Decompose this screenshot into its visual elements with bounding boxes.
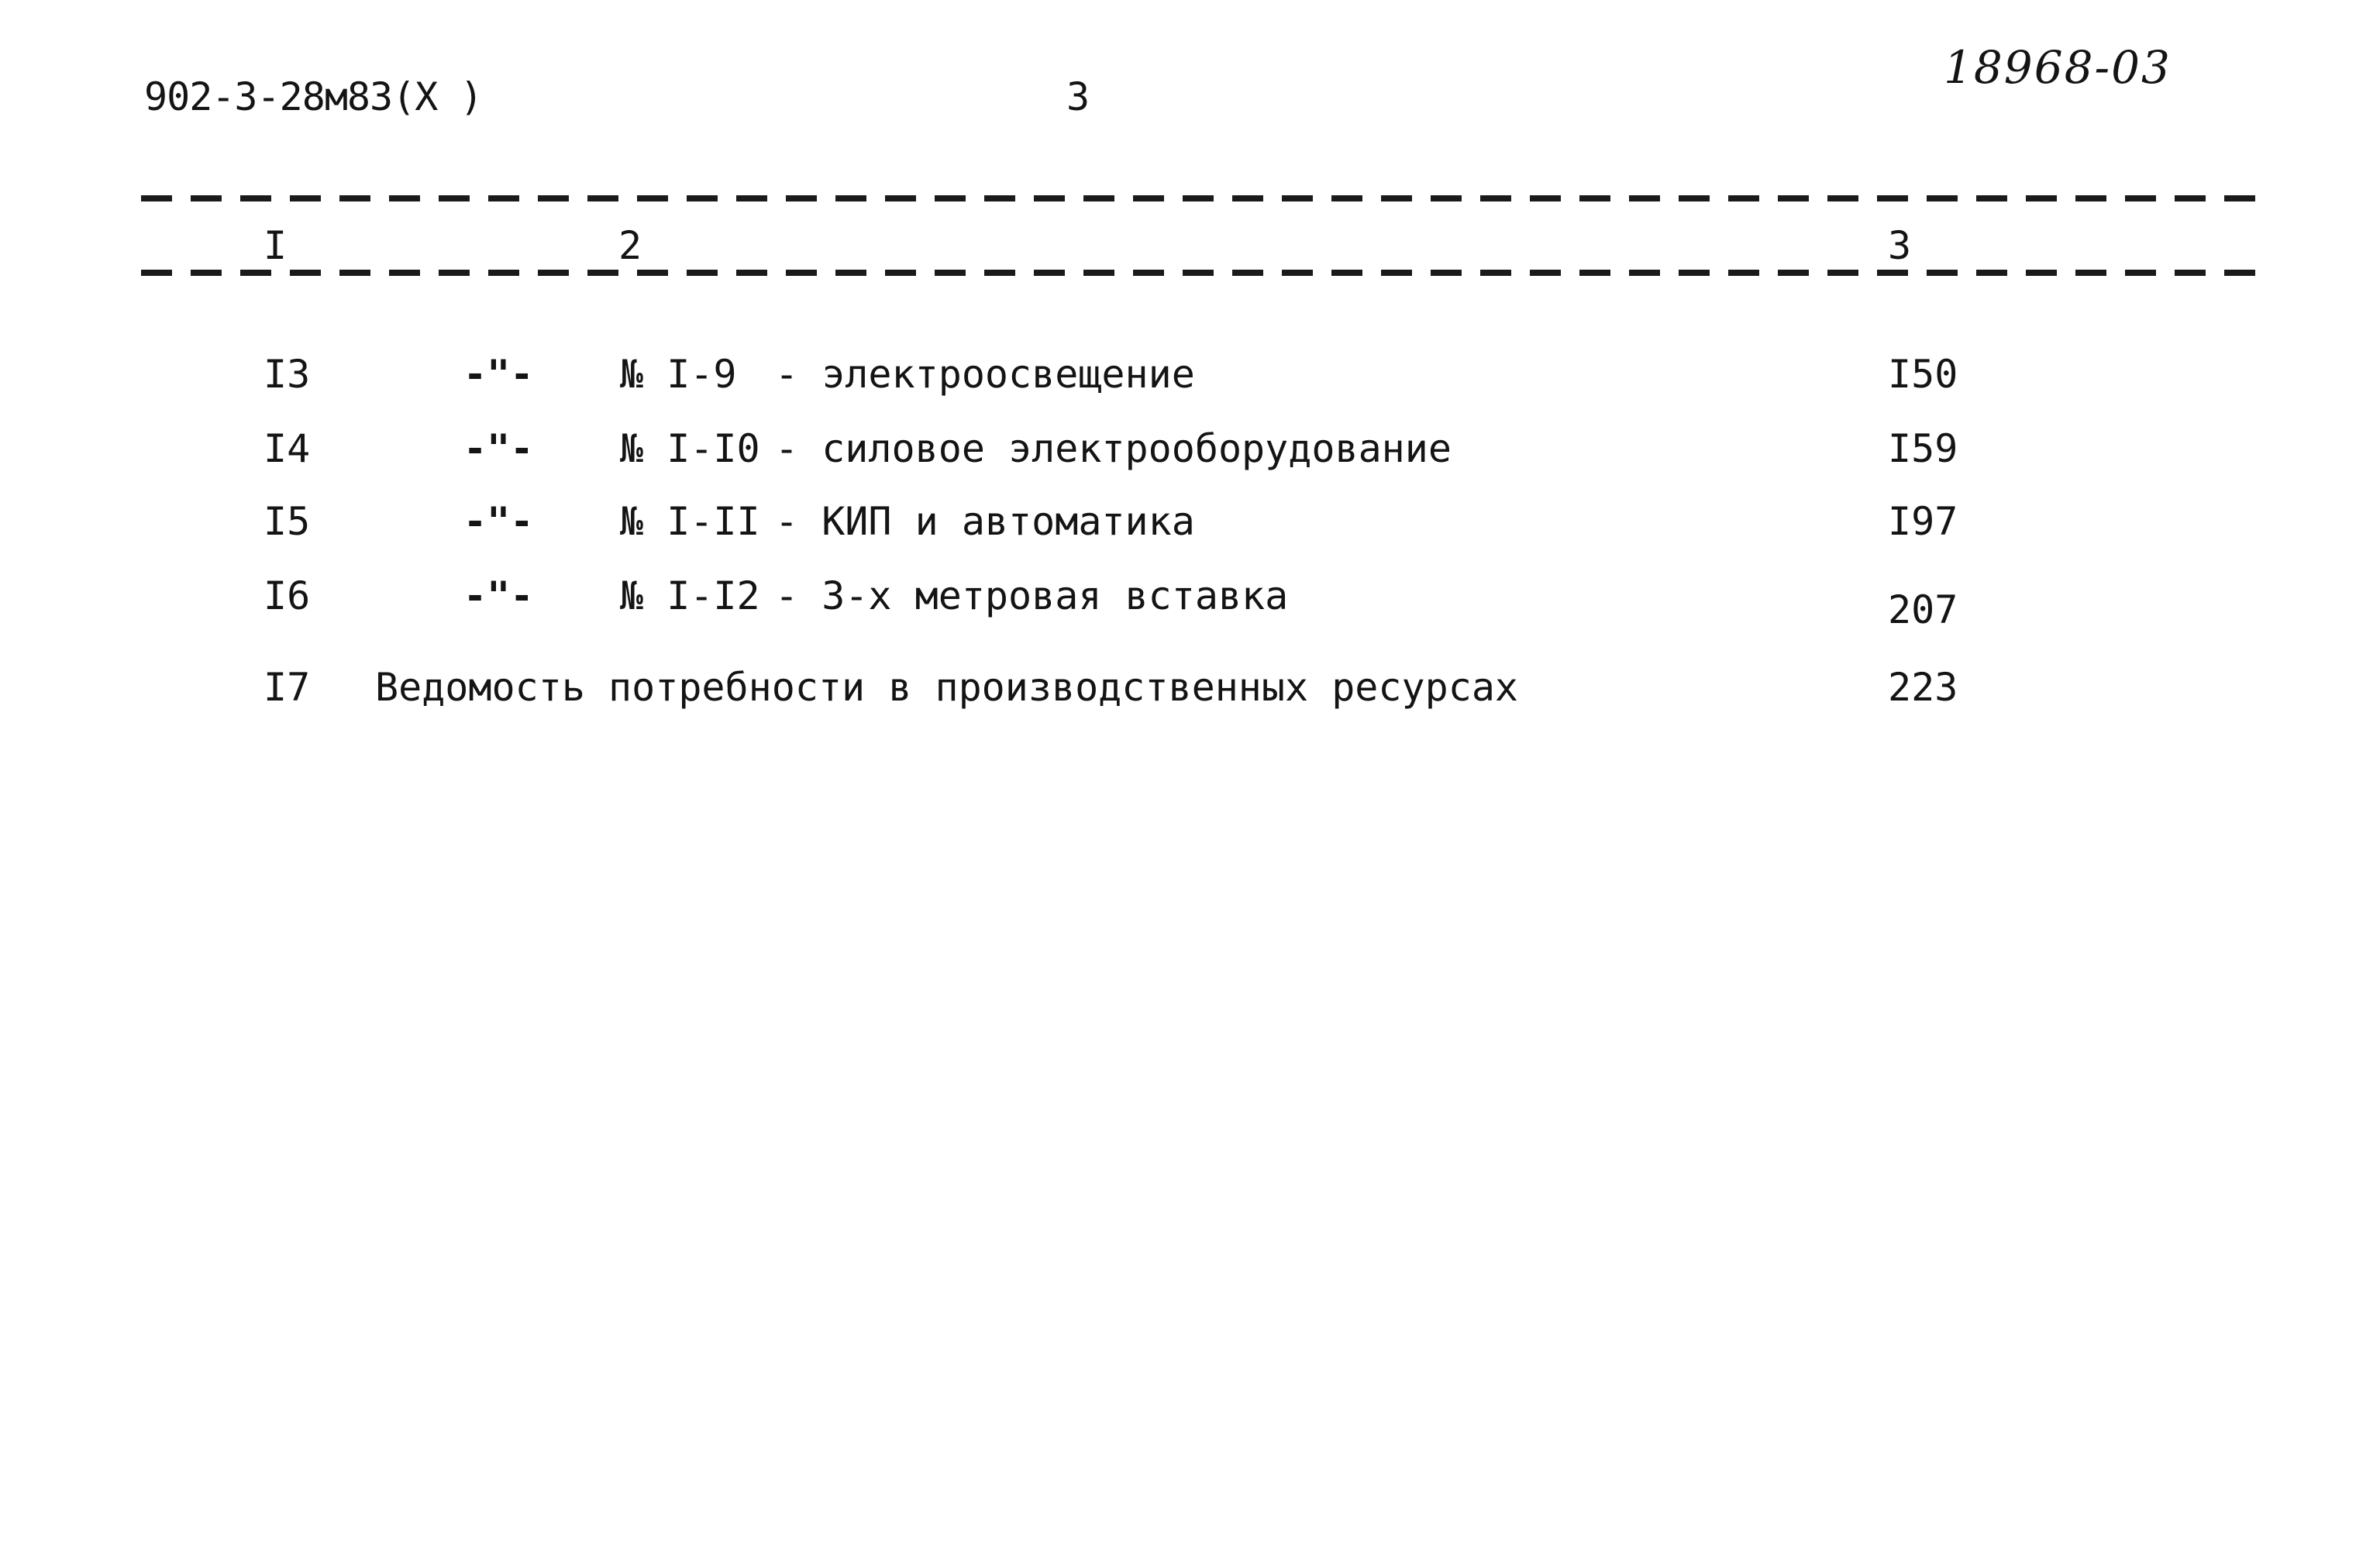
ditto-mark: -"- — [463, 573, 534, 618]
inventory-number: 18968-03 — [1944, 41, 2172, 94]
column-number-3: 3 — [1888, 223, 1912, 268]
table-row — [0, 569, 2380, 632]
row-page: 223 — [1888, 665, 1958, 710]
table-top-dashed-rule — [141, 195, 2274, 201]
sheet-number: № I-I0 — [620, 426, 760, 471]
page-number: 3 — [1066, 74, 1090, 119]
sheet-number: № I-II — [620, 499, 760, 544]
row-title: Ведомость потребности в производственных ресурсах — [375, 665, 1519, 710]
row-number: I4 — [263, 426, 311, 471]
table-row — [0, 347, 2380, 401]
sheet-number: № I-I2 — [620, 573, 760, 618]
ditto-mark: -"- — [463, 499, 534, 544]
row-title: - 3-х метровая вставка — [775, 573, 1289, 618]
row-page: I59 — [1888, 426, 1958, 471]
row-page: 207 — [1888, 587, 1958, 632]
table-row — [0, 660, 2380, 714]
table-header-dashed-rule — [141, 270, 2274, 276]
row-number: I5 — [263, 499, 311, 544]
row-title: - КИП и автоматика — [775, 499, 1195, 544]
row-number: I7 — [263, 665, 311, 710]
table-row — [0, 422, 2380, 476]
row-number: I3 — [263, 352, 311, 397]
row-page: I50 — [1888, 352, 1958, 397]
row-page: I97 — [1888, 499, 1958, 544]
column-number-2: 2 — [618, 223, 642, 268]
sheet-number: № I-9 — [620, 352, 737, 397]
row-title: - силовое электрооборудование — [775, 426, 1452, 471]
document-code: 902-3-28м83(Х ) — [144, 74, 483, 119]
ditto-mark: -"- — [463, 426, 534, 471]
ditto-mark: -"- — [463, 352, 534, 397]
row-number: I6 — [263, 573, 311, 618]
row-title: - электроосвещение — [775, 352, 1195, 397]
table-row — [0, 494, 2380, 549]
column-number-1: I — [263, 223, 288, 268]
